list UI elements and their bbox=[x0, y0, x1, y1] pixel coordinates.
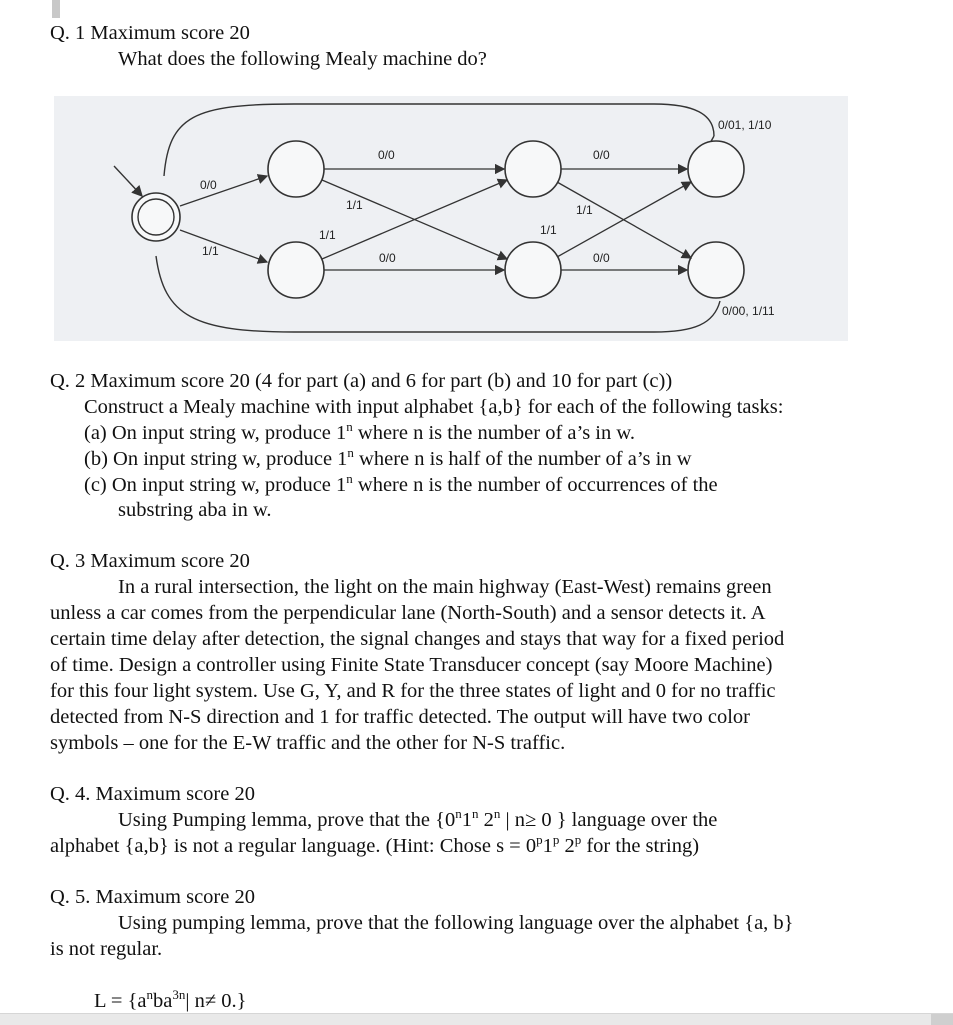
q3-line-1: In a rural intersection, the light on the main highway (East-West) remains green bbox=[118, 576, 772, 598]
q5-language: $L = \{a^nba^{3n}|$ n≠ 0.} bbox=[94, 987, 247, 1012]
q4-line-2: alphabet {a,b} is not a regular language. (Hint: Chose $s = 0^p1^p$ 2$^p$ for the string) bbox=[50, 832, 700, 857]
q2-part-b: (b) On input string w, produce 1$^n$ where n is half of the number of a’s in w bbox=[84, 445, 692, 470]
label-start-top: 0/0 bbox=[200, 178, 217, 192]
state-bottom-2 bbox=[505, 242, 561, 298]
q2-part-c: (c) On input string w, produce 1$^n$ where n is the number of occurrences of the bbox=[84, 471, 718, 496]
q3-title: Q. 3 Maximum score 20 bbox=[50, 550, 250, 572]
q3-line-2: unless a car comes from the perpendicular lane (North-South) and a sensor detects it. A bbox=[50, 602, 766, 624]
mealy-machine-svg bbox=[54, 96, 848, 341]
label-cross-c: 1/1 bbox=[576, 203, 593, 217]
q3-line-5: for this four light system. Use G, Y, and R for the three states of light and 0 for no traffic bbox=[50, 680, 776, 702]
q1-title: Q. 1 Maximum score 20 bbox=[50, 22, 250, 44]
q2-intro: Construct a Mealy machine with input alphabet {a,b} for each of the following tasks: bbox=[84, 396, 784, 418]
state-bottom-1 bbox=[268, 242, 324, 298]
state-top-3 bbox=[688, 141, 744, 197]
label-bottom-out: 0/00, 1/11 bbox=[722, 304, 775, 318]
label-bottom-edge-1: 0/0 bbox=[379, 251, 396, 265]
horizontal-scrollbar[interactable] bbox=[0, 1013, 953, 1025]
q2-title: Q. 2 Maximum score 20 (4 for part (a) and 6 for part (b) and 10 for part (c)) bbox=[50, 370, 673, 392]
q4-line-1: Using Pumping lemma, prove that the {0$^n$1$^n$ 2$^n$ | n≥ 0 } language over the bbox=[118, 806, 718, 831]
q2-part-c-cont: substring aba in w. bbox=[118, 499, 272, 521]
q3-line-3: certain time delay after detection, the signal changes and stays that way for a fixed period bbox=[50, 628, 785, 650]
state-start bbox=[132, 193, 180, 241]
q5-line-1: Using pumping lemma, prove that the following language over the alphabet {a, b} bbox=[118, 912, 794, 934]
mealy-machine-diagram bbox=[54, 96, 848, 341]
page-marker bbox=[52, 0, 60, 18]
state-top-1 bbox=[268, 141, 324, 197]
label-bottom-edge-2: 0/0 bbox=[593, 251, 610, 265]
q4-title: Q. 4. Maximum score 20 bbox=[50, 783, 255, 805]
q3-line-7: symbols – one for the E-W traffic and the other for N-S traffic. bbox=[50, 732, 566, 754]
q5-line-2: is not regular. bbox=[50, 938, 163, 960]
q5-title: Q. 5. Maximum score 20 bbox=[50, 886, 255, 908]
label-cross-a: 1/1 bbox=[346, 198, 363, 212]
label-cross-b: 1/1 bbox=[319, 228, 336, 242]
label-start-bottom: 1/1 bbox=[202, 244, 219, 258]
label-top-edge-1: 0/0 bbox=[378, 148, 395, 162]
q2-part-a: (a) On input string w, produce 1$^n$ where n is the number of a’s in w. bbox=[84, 419, 635, 444]
q3-line-6: detected from N-S direction and 1 for traffic detected. The output will have two color bbox=[50, 706, 750, 728]
q1-question: What does the following Mealy machine do? bbox=[118, 48, 487, 70]
state-top-2 bbox=[505, 141, 561, 197]
label-top-edge-2: 0/0 bbox=[593, 148, 610, 162]
state-bottom-3 bbox=[688, 242, 744, 298]
q3-line-4: of time. Design a controller using Finite State Transducer concept (say Moore Machine) bbox=[50, 654, 773, 676]
label-top-out: 0/01, 1/10 bbox=[718, 118, 772, 132]
scrollbar-thumb[interactable] bbox=[931, 1014, 953, 1025]
label-cross-d: 1/1 bbox=[540, 223, 557, 237]
